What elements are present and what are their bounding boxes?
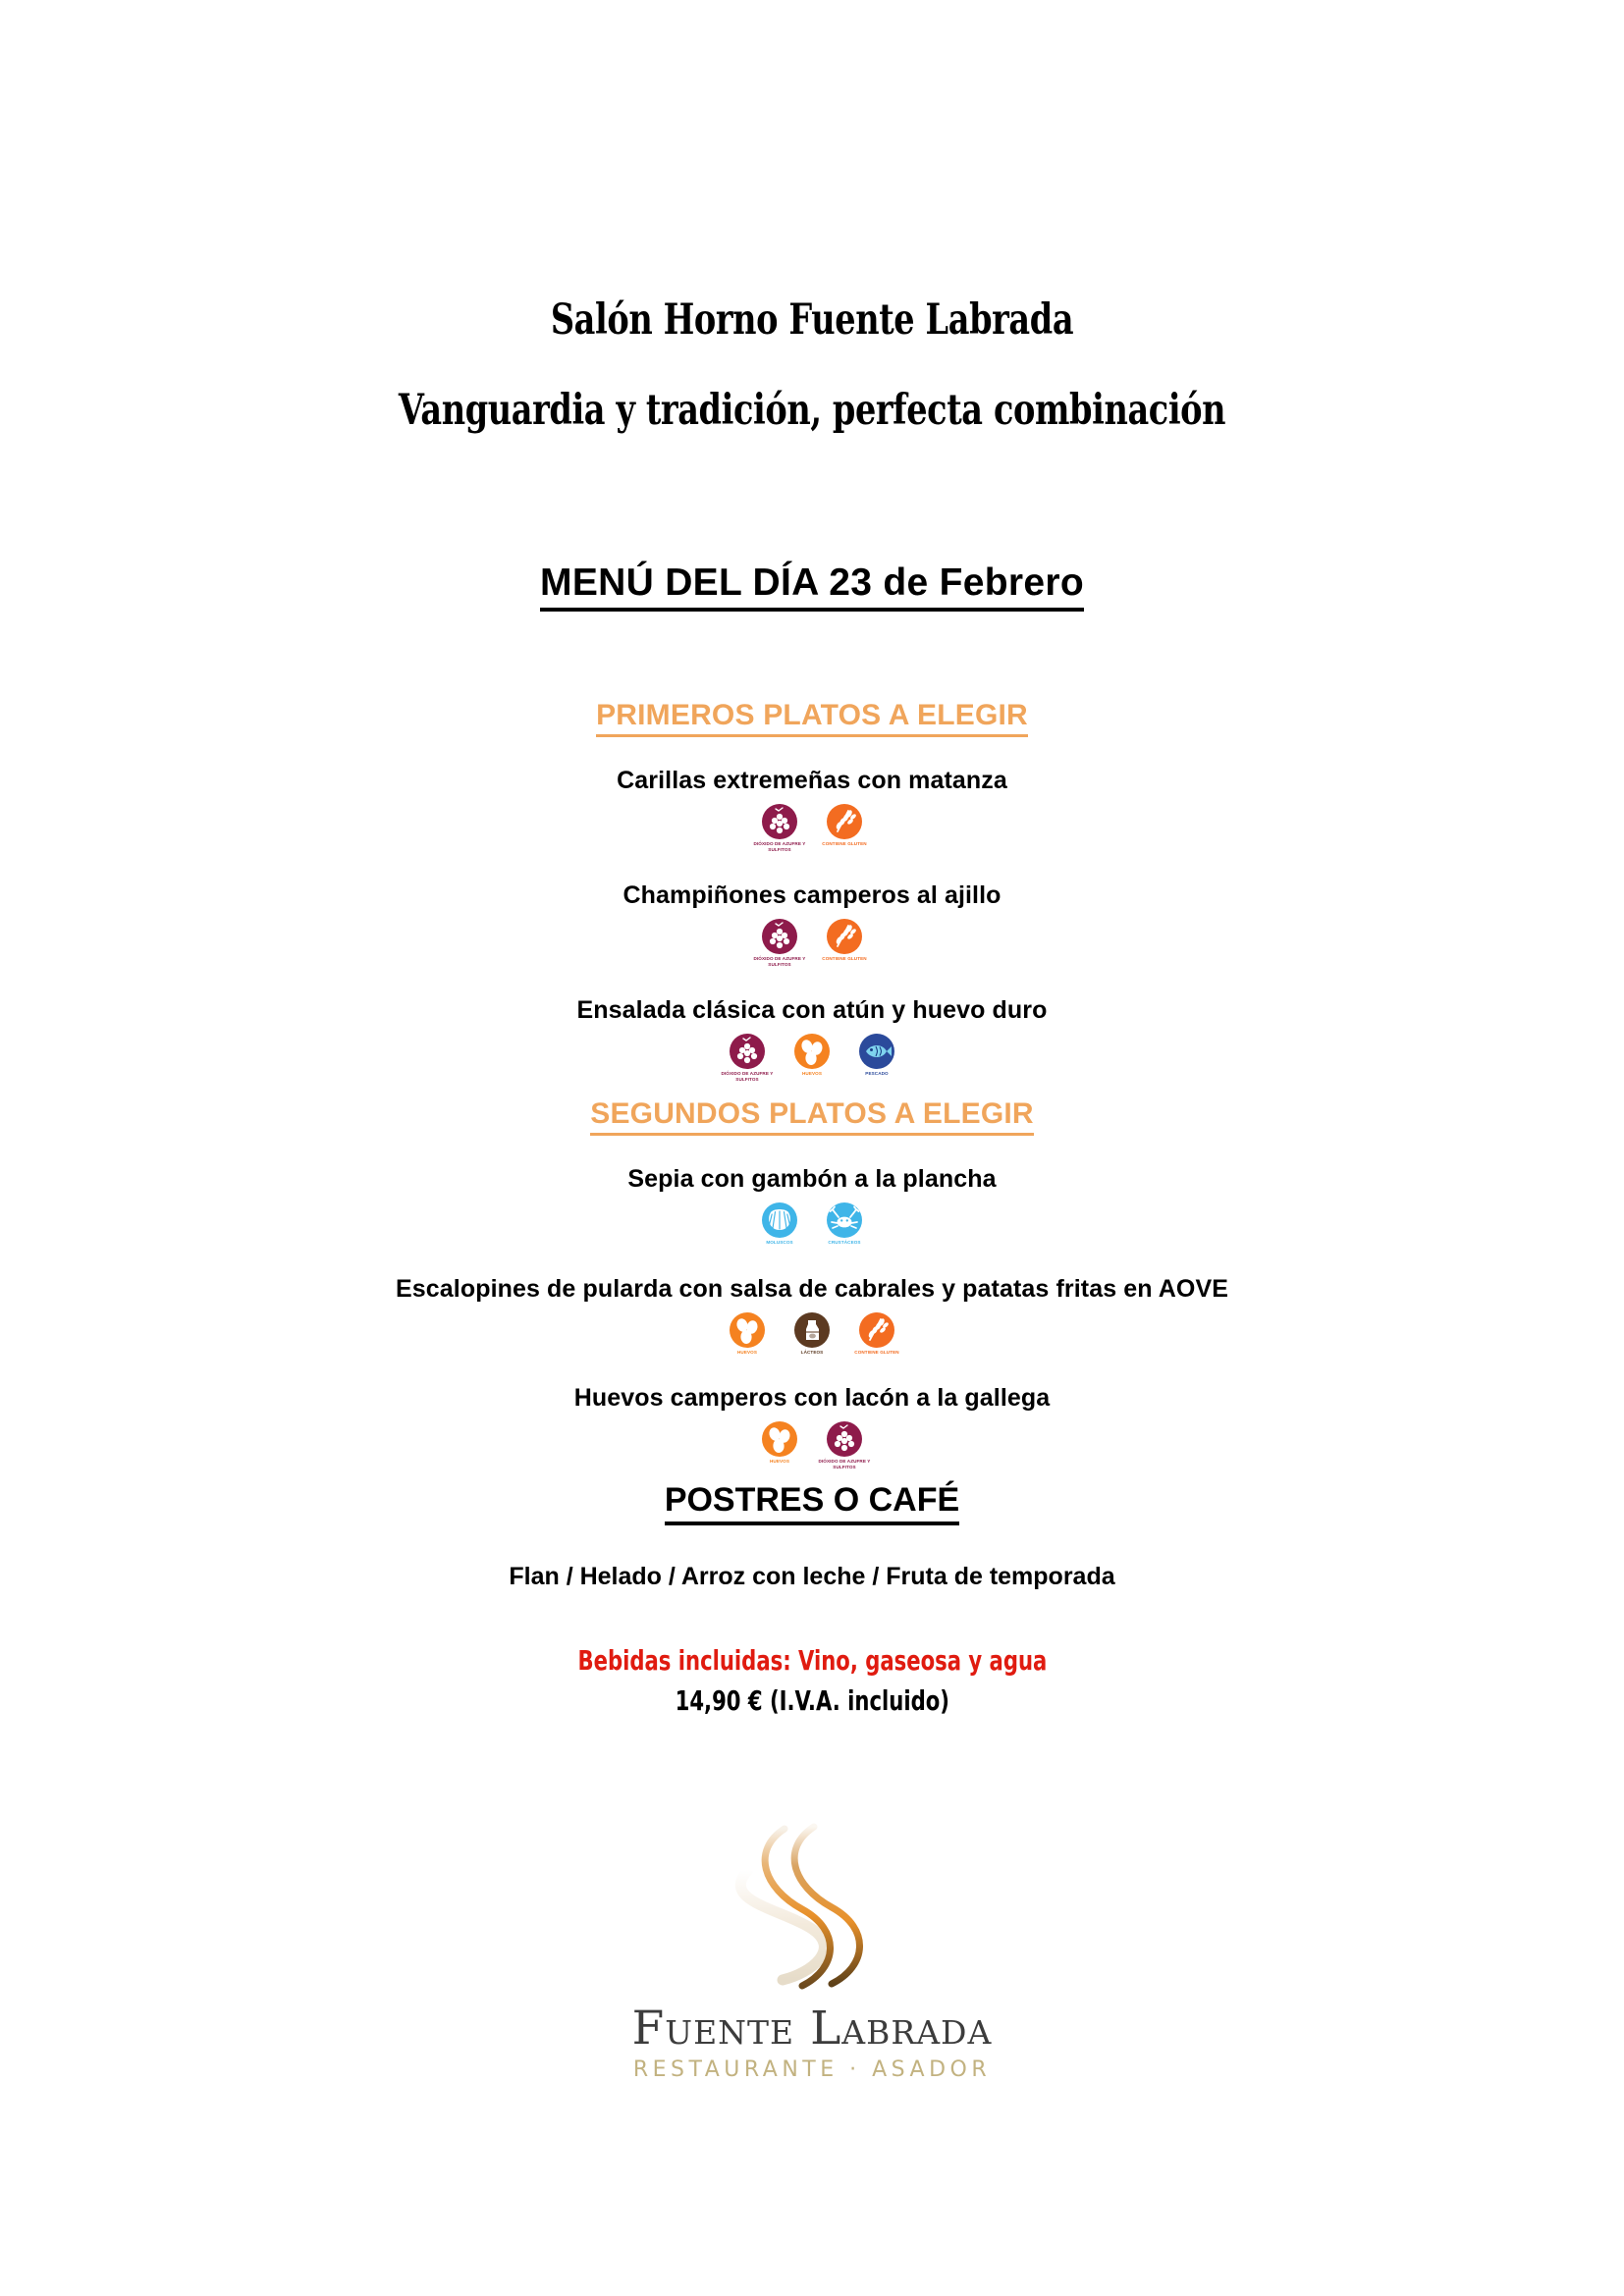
wheat-icon	[827, 919, 862, 954]
postres-list: Flan / Helado / Arroz con leche / Fruta de temporada	[509, 1563, 1115, 1590]
dish-name: Ensalada clásica con atún y huevo duro	[576, 996, 1048, 1025]
allergen-row	[0, 1421, 1624, 1469]
allergen-label: MOLUSCOS	[766, 1240, 793, 1245]
section-primeros	[0, 699, 1624, 1083]
wheat-icon	[859, 1312, 894, 1348]
dish-item	[0, 881, 1624, 967]
milk-icon	[794, 1312, 830, 1348]
allergen-lactose	[786, 1312, 838, 1356]
allergen-label: CONTIENE GLUTEN	[822, 841, 867, 846]
day-title-container	[0, 561, 1624, 612]
section-segundos	[0, 1097, 1624, 1469]
section-heading-primeros: PRIMEROS PLATOS A ELEGIR	[596, 699, 1028, 737]
allergen-label: HUEVOS	[801, 1071, 822, 1077]
allergen-row	[0, 919, 1624, 967]
dish-item	[0, 1275, 1624, 1356]
allergen-row	[0, 1202, 1624, 1246]
dish-name: Carillas extremeñas con matanza	[617, 767, 1007, 794]
allergen-sulfites	[819, 1421, 870, 1469]
dish-item	[0, 767, 1624, 852]
drinks-included-note: Bebidas incluidas: Vino, gaseosa y agua	[577, 1644, 1047, 1677]
dish-name: Champiñones camperos al ajillo	[623, 881, 1001, 910]
allergen-sulfites	[754, 919, 805, 967]
allergen-molluscs	[754, 1202, 805, 1246]
allergen-row	[0, 1034, 1624, 1082]
shell-icon	[762, 1202, 797, 1238]
allergen-sulfites	[754, 804, 805, 852]
grapes-icon	[730, 1034, 765, 1069]
allergen-fish	[851, 1034, 902, 1077]
price-section	[0, 1644, 1624, 1718]
eggs-icon	[794, 1034, 830, 1069]
allergen-label: DIÓXIDO DE AZUFRE Y SULFITOS	[818, 1459, 871, 1469]
allergen-label: DIÓXIDO DE AZUFRE Y SULFITOS	[721, 1071, 774, 1082]
allergen-crustaceans	[819, 1202, 870, 1246]
allergen-gluten	[851, 1312, 902, 1356]
price-amount: 14,90 € (I.V.A. incluido)	[675, 1684, 949, 1717]
allergen-label: HUEVOS	[769, 1459, 789, 1465]
smoke-swirl-icon	[665, 1811, 959, 2007]
dish-name: Sepia con gambón a la plancha	[627, 1165, 997, 1193]
allergen-label: DIÓXIDO DE AZUFRE Y SULFITOS	[753, 841, 806, 852]
section-heading-segundos: SEGUNDOS PLATOS A ELEGIR	[590, 1097, 1034, 1136]
allergen-gluten	[819, 919, 870, 962]
allergen-row	[0, 1312, 1624, 1356]
dish-item	[0, 996, 1624, 1082]
allergen-eggs	[722, 1312, 773, 1356]
allergen-label: CONTIENE GLUTEN	[822, 956, 867, 962]
brand-title: Salón Horno Fuente Labrada	[550, 295, 1074, 345]
allergen-row	[0, 804, 1624, 852]
allergen-label: DIÓXIDO DE AZUFRE Y SULFITOS	[753, 956, 806, 967]
postres-heading: POSTRES O CAFÉ	[665, 1481, 959, 1525]
allergen-label: PESCADO	[865, 1071, 889, 1077]
allergen-sulfites	[722, 1034, 773, 1082]
dish-name: Huevos camperos con lacón a la gallega	[573, 1384, 1051, 1413]
eggs-icon	[762, 1421, 797, 1457]
allergen-gluten	[819, 804, 870, 847]
allergen-eggs	[754, 1421, 805, 1465]
allergen-label: CONTIENE GLUTEN	[854, 1349, 899, 1355]
grapes-icon	[827, 1421, 862, 1457]
dish-item	[0, 1165, 1624, 1246]
logo-wordmark: Fuente Labrada	[631, 2002, 993, 2056]
logo-tagline: RESTAURANTE · ASADOR	[632, 2057, 992, 2082]
brand-slogan: Vanguardia y tradición, perfecta combinación	[398, 386, 1226, 435]
brand-header	[0, 294, 1624, 436]
dish-name: Escalopines de pularda con salsa de cabrales y patatas fritas en AOVE	[396, 1274, 1228, 1303]
crab-icon	[827, 1202, 862, 1238]
restaurant-logo	[0, 1811, 1624, 2082]
dish-item	[0, 1384, 1624, 1469]
eggs-icon	[730, 1312, 765, 1348]
postres-section	[0, 1481, 1624, 1591]
fish-icon	[859, 1034, 894, 1069]
allergen-label: LÁCTEOS	[800, 1349, 824, 1355]
wheat-icon	[827, 804, 862, 839]
allergen-label: HUEVOS	[736, 1349, 757, 1355]
page-title: MENÚ DEL DÍA 23 de Febrero	[540, 561, 1084, 612]
grapes-icon	[762, 804, 797, 839]
grapes-icon	[762, 919, 797, 954]
allergen-label: CRUSTÁCEOS	[828, 1240, 861, 1245]
allergen-eggs	[786, 1034, 838, 1077]
